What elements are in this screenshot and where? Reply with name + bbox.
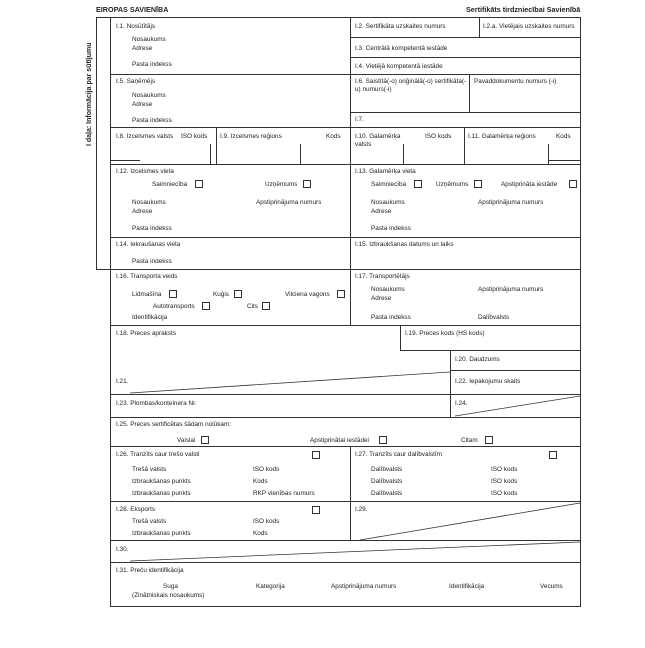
field-i21: I.21. <box>116 378 129 385</box>
strike-i29 <box>360 503 580 540</box>
ms3: Dalībvalsts <box>371 490 403 497</box>
field-origin-place: I.12. Izcelsmes vieta <box>116 168 174 175</box>
field-accomp-doc: Pavaddokumentu numurs (-i) <box>474 78 557 85</box>
export-checkbox[interactable] <box>312 506 320 514</box>
third28: Trešā valsts <box>132 518 167 525</box>
establishment-checkbox[interactable] <box>303 180 311 188</box>
field-dest-place: I.13. Galamērķa vieta <box>355 168 416 175</box>
ms2: Dalībvalsts <box>371 478 403 485</box>
address12: Adrese <box>132 208 153 215</box>
other-label: Cits <box>247 303 259 310</box>
approved-body-checkbox[interactable] <box>569 180 577 188</box>
address13: Adrese <box>371 208 392 215</box>
exit28: Izbraukšanas punkts <box>132 530 191 537</box>
holding-checkbox[interactable] <box>195 180 203 188</box>
field-transit-third: I.26. Tranzīts caur trešo valsti <box>116 451 200 458</box>
road-label: Autotransports <box>153 303 195 310</box>
ship-checkbox[interactable] <box>234 290 242 298</box>
transit-third-checkbox[interactable] <box>312 451 320 459</box>
breeding-label: Vaislai <box>177 437 196 444</box>
field-export: I.28. Eksports <box>116 506 156 513</box>
approved-bodies-checkbox[interactable] <box>379 436 387 444</box>
field-cert-ref: I.2. Sertifikāta uzskaites numurs <box>355 23 446 30</box>
field-seal: I.23. Plombas/konteinera Nr. <box>116 400 197 407</box>
origin-kods: Kods <box>326 133 341 140</box>
field-departure-date: I.15. Izbraukšanas datums un laiks <box>355 241 454 248</box>
establishment-label: Uzņēmums <box>265 181 298 188</box>
approved-bodies-label: Apstiprinātai iestādei <box>310 437 369 444</box>
iso28: ISO kods <box>253 518 280 525</box>
field-transport: I.16. Transporta veids <box>116 273 178 280</box>
field-origin-country: I.8. Izcelsmes valsts <box>116 133 174 140</box>
other25-label: Citam <box>461 437 478 444</box>
origin-iso: ISO kods <box>181 133 208 140</box>
col-identification: Identifikācija <box>449 583 485 590</box>
field-origin-region: I.9. Izcelsmes reģions <box>220 133 282 140</box>
member-state17: Dalībvalsts <box>478 314 510 321</box>
iso26: ISO kods <box>253 466 280 473</box>
postcode13: Pasta indekss <box>371 225 411 232</box>
ship-label: Kuģis <box>213 291 229 298</box>
identification-label: Identifikācija <box>132 314 168 321</box>
field-transit-ms: I.27. Tranzīts caur dalībvalstīm <box>355 451 443 458</box>
postcode17: Pasta indekss <box>371 314 411 321</box>
other-checkbox[interactable] <box>262 302 270 310</box>
header-certificate: Sertifikāts tirdzniecībai Savienībā <box>466 5 581 14</box>
third-country: Trešā valsts <box>132 466 167 473</box>
other25-checkbox[interactable] <box>485 436 493 444</box>
holding13-checkbox[interactable] <box>414 180 422 188</box>
consignee-name: Nosaukums <box>132 92 166 99</box>
header-union: EIROPAS SAVIENĪBA <box>96 5 169 14</box>
field-loading-place: I.14. Iekraušanas vieta <box>116 241 181 248</box>
railway-checkbox[interactable] <box>337 290 345 298</box>
field-i7: I.7. <box>355 116 364 123</box>
field-dest-region: I.11. Galamērķa reģions <box>468 133 536 140</box>
consignee-postcode: Pasta indekss <box>132 117 172 124</box>
holding13-label: Saimniecība <box>371 181 407 188</box>
strike-i21 <box>130 372 450 393</box>
airplane-checkbox[interactable] <box>169 290 177 298</box>
part-one-label: I daļa: Informācija par sūtījumu <box>86 42 93 146</box>
departure-point: Izbraukšanas punkts <box>132 490 191 497</box>
field-orig-cert: I.6. Saistītā(-o) oriģinālā(-o) sertifikāta(-u) numurs(-i) <box>355 78 467 93</box>
field-id-goods: I.31. Preču identifikācija <box>116 567 184 574</box>
consignor-name: Nosaukums <box>132 36 166 43</box>
postcode14: Pasta indekss <box>132 258 172 265</box>
name13: Nosaukums <box>371 199 405 206</box>
railway-label: Vilciena vagons <box>285 291 330 298</box>
field-i29: I.29. <box>355 506 368 513</box>
field-local-ca: I.4. Vietējā kompetentā iestāde <box>355 63 443 70</box>
dest-iso: ISO kods <box>425 133 452 140</box>
field-certified-for: I.25. Preces sertificētas šādam nolūkam: <box>116 421 232 428</box>
field-packages: I.22. Iepakojumu skaits <box>455 378 521 385</box>
establishment13-label: Uzņēmums <box>436 181 469 188</box>
address17: Adrese <box>371 295 392 302</box>
establishment13-checkbox[interactable] <box>474 180 482 188</box>
approval13: Apstiprinājuma numurs <box>478 199 544 206</box>
bip-number: RKP vienības numurs <box>253 490 315 497</box>
airplane-label: Lidmašīna <box>132 291 162 298</box>
approval12: Apstiprinājuma numurs <box>256 199 322 206</box>
field-local-ref: I.2.a. Vietējais uzskaites numurs <box>483 23 575 30</box>
iso27b: ISO kods <box>491 478 518 485</box>
consignee-address: Adrese <box>132 101 153 108</box>
road-checkbox[interactable] <box>202 302 210 310</box>
strike-i30 <box>130 542 580 561</box>
consignor-address: Adrese <box>132 45 153 52</box>
field-description: I.18. Preces apraksts <box>116 330 177 337</box>
field-quantity: I.20. Daudzums <box>455 356 500 363</box>
name12: Nosaukums <box>132 199 166 206</box>
col-category: Kategorija <box>256 583 285 590</box>
strike-i24 <box>455 396 580 416</box>
iso27c: ISO kods <box>491 490 518 497</box>
field-i24: I.24. <box>455 400 468 407</box>
col-approval: Apstiprinājuma numurs <box>331 583 397 590</box>
transit-ms-checkbox[interactable] <box>549 451 557 459</box>
name17: Nosaukums <box>371 286 405 293</box>
field-transporter: I.17. Transportētājs <box>355 273 410 280</box>
field-central-ca: I.3. Centrālā kompetentā iestāde <box>355 45 448 52</box>
field-commodity-code: I.19. Preces kods (HS kods) <box>405 330 485 337</box>
field-consignee: I.5. Saņēmējs <box>116 78 156 85</box>
field-consignor: I.1. Nosūtītājs <box>116 23 156 30</box>
dest-kods: Kods <box>556 133 571 140</box>
col-age: Vecums <box>540 583 563 590</box>
ms1: Dalībvalsts <box>371 466 403 473</box>
field-dest-country: I.10. Galamērķa valsts <box>355 133 401 148</box>
holding-label: Saimniecība <box>152 181 188 188</box>
breeding-checkbox[interactable] <box>201 436 209 444</box>
approval17: Apstiprinājuma numurs <box>478 286 544 293</box>
col-scientific: (Zinātniskais nosaukums) <box>132 592 205 599</box>
postcode12: Pasta indekss <box>132 225 172 232</box>
iso27a: ISO kods <box>491 466 518 473</box>
kods28: Kods <box>253 530 268 537</box>
consignor-postcode: Pasta indekss <box>132 61 172 68</box>
field-i30: I.30. <box>116 546 129 553</box>
col-species: Suga <box>163 583 178 590</box>
approved-body-label: Apstiprināta iestāde <box>501 181 558 188</box>
kods26: Kods <box>253 478 268 485</box>
exit-point: Izbraukšanas punkts <box>132 478 191 485</box>
